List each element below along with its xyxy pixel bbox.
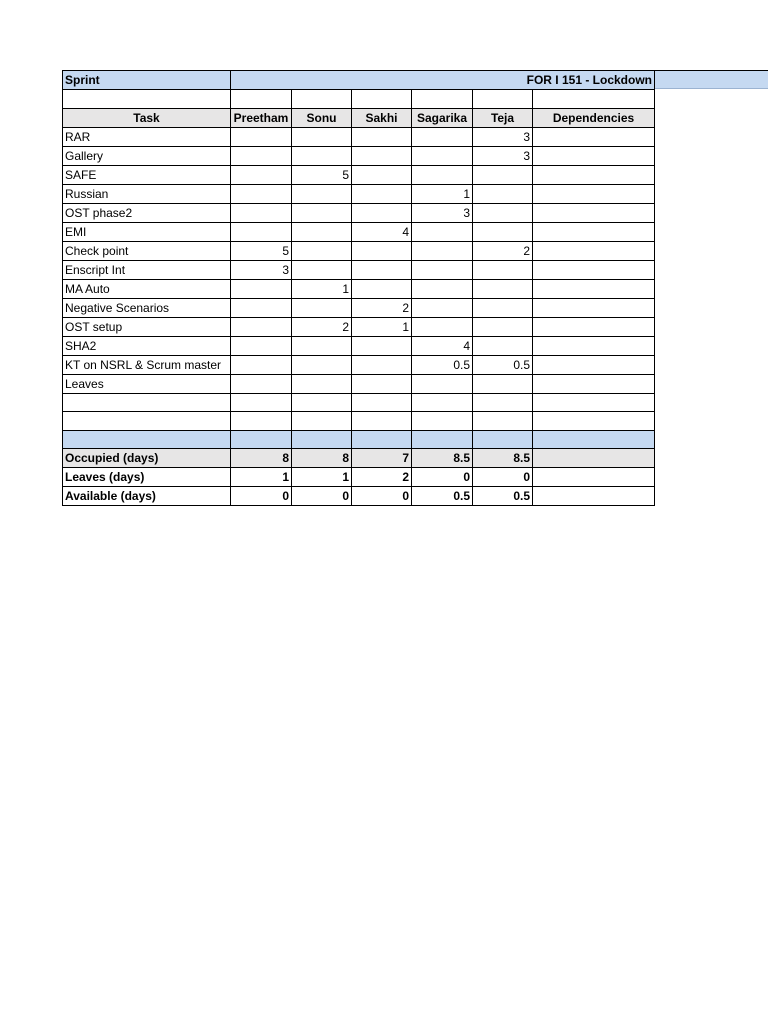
dependencies-cell[interactable] (533, 317, 655, 336)
sagarika-cell[interactable]: 1 (412, 184, 473, 203)
sakhi-cell[interactable] (352, 203, 412, 222)
sonu-cell[interactable] (292, 260, 352, 279)
header-sonu[interactable]: Sonu (292, 108, 352, 127)
sonu-cell[interactable] (292, 355, 352, 374)
dependencies-cell[interactable] (533, 355, 655, 374)
sakhi-cell[interactable] (352, 165, 412, 184)
sagarika-cell[interactable] (412, 146, 473, 165)
task-row (63, 241, 655, 260)
preetham-cell[interactable] (231, 127, 292, 146)
task-name-cell[interactable]: Leaves (days) (63, 468, 231, 487)
task-name-cell[interactable]: SAFE (63, 165, 231, 184)
task-row (63, 260, 655, 279)
dependencies-cell[interactable] (533, 127, 655, 146)
task-name-cell[interactable]: Leaves (63, 374, 231, 393)
sagarika-cell[interactable] (412, 317, 473, 336)
title-row-overflow-band (655, 70, 768, 89)
preetham-cell[interactable] (231, 317, 292, 336)
sprint-title-cell[interactable]: FOR I 151 - Lockdown (231, 71, 655, 90)
sonu-cell[interactable] (292, 184, 352, 203)
title-row (63, 71, 655, 90)
sonu-cell[interactable] (292, 393, 352, 412)
sakhi-cell[interactable]: 0 (352, 487, 412, 506)
sagarika-cell[interactable] (412, 127, 473, 146)
column-header-row (63, 108, 655, 127)
preetham-cell[interactable]: 8 (231, 449, 292, 468)
teja-cell[interactable]: 3 (473, 127, 533, 146)
empty-cell[interactable] (352, 90, 412, 109)
sagarika-cell[interactable] (412, 412, 473, 431)
blank-row (63, 393, 655, 412)
teja-cell[interactable] (473, 374, 533, 393)
task-name-cell[interactable]: KT on NSRL & Scrum master (63, 355, 231, 374)
sprint-allocation-table (62, 70, 655, 506)
task-row (63, 146, 655, 165)
task-row (63, 165, 655, 184)
dependencies-cell[interactable] (533, 430, 655, 449)
sakhi-cell[interactable] (352, 146, 412, 165)
preetham-cell[interactable] (231, 412, 292, 431)
dependencies-cell[interactable] (533, 222, 655, 241)
header-sakhi[interactable]: Sakhi (352, 108, 412, 127)
dependencies-cell[interactable] (533, 412, 655, 431)
preetham-cell[interactable] (231, 146, 292, 165)
teja-cell[interactable] (473, 393, 533, 412)
sagarika-cell[interactable] (412, 241, 473, 260)
task-name-cell[interactable] (63, 412, 231, 431)
teja-cell[interactable] (473, 317, 533, 336)
sakhi-cell[interactable]: 2 (352, 468, 412, 487)
teja-cell[interactable] (473, 165, 533, 184)
task-name-cell[interactable]: Russian (63, 184, 231, 203)
summary-row (63, 468, 655, 487)
sonu-cell[interactable]: 1 (292, 279, 352, 298)
sakhi-cell[interactable] (352, 430, 412, 449)
sonu-cell[interactable] (292, 146, 352, 165)
sonu-cell[interactable] (292, 241, 352, 260)
preetham-cell[interactable] (231, 222, 292, 241)
sprint-label-cell[interactable]: Sprint (63, 71, 231, 90)
teja-cell[interactable]: 8.5 (473, 449, 533, 468)
preetham-cell[interactable] (231, 298, 292, 317)
sagarika-cell[interactable] (412, 430, 473, 449)
preetham-cell[interactable] (231, 165, 292, 184)
task-name-cell[interactable]: Negative Scenarios (63, 298, 231, 317)
preetham-cell[interactable]: 3 (231, 260, 292, 279)
dependencies-cell[interactable] (533, 468, 655, 487)
sakhi-cell[interactable]: 4 (352, 222, 412, 241)
dependencies-cell[interactable] (533, 279, 655, 298)
sakhi-cell[interactable] (352, 374, 412, 393)
sagarika-cell[interactable] (412, 222, 473, 241)
sonu-cell[interactable]: 1 (292, 468, 352, 487)
sagarika-cell[interactable]: 0.5 (412, 487, 473, 506)
sakhi-cell[interactable] (352, 241, 412, 260)
summary-row (63, 487, 655, 506)
sakhi-cell[interactable] (352, 355, 412, 374)
empty-cell[interactable] (292, 90, 352, 109)
sonu-cell[interactable] (292, 127, 352, 146)
task-row (63, 355, 655, 374)
preetham-cell[interactable] (231, 336, 292, 355)
sonu-cell[interactable]: 2 (292, 317, 352, 336)
empty-cell[interactable] (412, 90, 473, 109)
teja-cell[interactable] (473, 298, 533, 317)
sakhi-cell[interactable] (352, 279, 412, 298)
sagarika-cell[interactable] (412, 393, 473, 412)
task-name-cell[interactable]: SHA2 (63, 336, 231, 355)
dependencies-cell[interactable] (533, 374, 655, 393)
sakhi-cell[interactable] (352, 393, 412, 412)
task-name-cell[interactable]: Check point (63, 241, 231, 260)
preetham-cell[interactable] (231, 393, 292, 412)
task-row (63, 317, 655, 336)
header-teja[interactable]: Teja (473, 108, 533, 127)
header-dependencies[interactable]: Dependencies (533, 108, 655, 127)
task-name-cell[interactable]: Enscript Int (63, 260, 231, 279)
empty-cell[interactable] (473, 90, 533, 109)
empty-cell[interactable] (231, 90, 292, 109)
teja-cell[interactable]: 3 (473, 146, 533, 165)
task-name-cell[interactable]: EMI (63, 222, 231, 241)
sakhi-cell[interactable] (352, 336, 412, 355)
dependencies-cell[interactable] (533, 260, 655, 279)
dependencies-cell[interactable] (533, 449, 655, 468)
sakhi-cell[interactable] (352, 260, 412, 279)
sagarika-cell[interactable]: 4 (412, 336, 473, 355)
sonu-cell[interactable] (292, 412, 352, 431)
sonu-cell[interactable] (292, 222, 352, 241)
task-name-cell[interactable]: OST setup (63, 317, 231, 336)
preetham-cell[interactable] (231, 430, 292, 449)
dependencies-cell[interactable] (533, 241, 655, 260)
header-sagarika[interactable]: Sagarika (412, 108, 473, 127)
teja-cell[interactable]: 0.5 (473, 487, 533, 506)
task-name-cell[interactable]: Available (days) (63, 487, 231, 506)
sonu-cell[interactable] (292, 298, 352, 317)
sagarika-cell[interactable]: 0 (412, 468, 473, 487)
preetham-cell[interactable]: 1 (231, 468, 292, 487)
empty-cell[interactable] (533, 90, 655, 109)
task-name-cell[interactable]: OST phase2 (63, 203, 231, 222)
sagarika-cell[interactable]: 3 (412, 203, 473, 222)
preetham-cell[interactable] (231, 374, 292, 393)
sakhi-cell[interactable] (352, 412, 412, 431)
sonu-cell[interactable]: 8 (292, 449, 352, 468)
task-row (63, 336, 655, 355)
sonu-cell[interactable] (292, 336, 352, 355)
teja-cell[interactable] (473, 184, 533, 203)
dependencies-cell[interactable] (533, 336, 655, 355)
sonu-cell[interactable] (292, 203, 352, 222)
teja-cell[interactable] (473, 222, 533, 241)
preetham-cell[interactable]: 0 (231, 487, 292, 506)
sakhi-cell[interactable]: 2 (352, 298, 412, 317)
task-name-cell[interactable]: RAR (63, 127, 231, 146)
teja-cell[interactable]: 0.5 (473, 355, 533, 374)
sakhi-cell[interactable] (352, 184, 412, 203)
teja-cell[interactable] (473, 260, 533, 279)
sakhi-cell[interactable] (352, 127, 412, 146)
dependencies-cell[interactable] (533, 146, 655, 165)
sonu-cell[interactable] (292, 374, 352, 393)
dependencies-cell[interactable] (533, 393, 655, 412)
preetham-cell[interactable] (231, 355, 292, 374)
task-row (63, 222, 655, 241)
task-row (63, 127, 655, 146)
empty-cell[interactable] (63, 90, 231, 109)
teja-cell[interactable] (473, 279, 533, 298)
preetham-cell[interactable] (231, 184, 292, 203)
sonu-cell[interactable] (292, 430, 352, 449)
sakhi-cell[interactable]: 1 (352, 317, 412, 336)
preetham-cell[interactable]: 5 (231, 241, 292, 260)
sagarika-cell[interactable] (412, 298, 473, 317)
teja-cell[interactable] (473, 203, 533, 222)
section-divider-row (63, 430, 655, 449)
sakhi-cell[interactable]: 7 (352, 449, 412, 468)
task-name-cell[interactable] (63, 430, 231, 449)
task-name-cell[interactable]: Occupied (days) (63, 449, 231, 468)
preetham-cell[interactable] (231, 203, 292, 222)
dependencies-cell[interactable] (533, 203, 655, 222)
dependencies-cell[interactable] (533, 298, 655, 317)
teja-cell[interactable]: 0 (473, 468, 533, 487)
sagarika-cell[interactable] (412, 165, 473, 184)
dependencies-cell[interactable] (533, 487, 655, 506)
sonu-cell[interactable]: 5 (292, 165, 352, 184)
teja-cell[interactable] (473, 412, 533, 431)
header-task[interactable]: Task (63, 108, 231, 127)
task-name-cell[interactable]: MA Auto (63, 279, 231, 298)
task-row (63, 298, 655, 317)
preetham-cell[interactable] (231, 279, 292, 298)
dependencies-cell[interactable] (533, 165, 655, 184)
task-name-cell[interactable]: Gallery (63, 146, 231, 165)
sagarika-cell[interactable] (412, 279, 473, 298)
task-row (63, 374, 655, 393)
sagarika-cell[interactable]: 0.5 (412, 355, 473, 374)
task-row (63, 184, 655, 203)
task-name-cell[interactable] (63, 393, 231, 412)
summary-row (63, 449, 655, 468)
sagarika-cell[interactable]: 8.5 (412, 449, 473, 468)
sagarika-cell[interactable] (412, 260, 473, 279)
task-row (63, 279, 655, 298)
teja-cell[interactable] (473, 430, 533, 449)
sonu-cell[interactable]: 0 (292, 487, 352, 506)
header-preetham[interactable]: Preetham (231, 108, 292, 127)
spacer-row (63, 90, 655, 109)
teja-cell[interactable]: 2 (473, 241, 533, 260)
teja-cell[interactable] (473, 336, 533, 355)
dependencies-cell[interactable] (533, 184, 655, 203)
sagarika-cell[interactable] (412, 374, 473, 393)
task-row (63, 203, 655, 222)
blank-row (63, 412, 655, 431)
